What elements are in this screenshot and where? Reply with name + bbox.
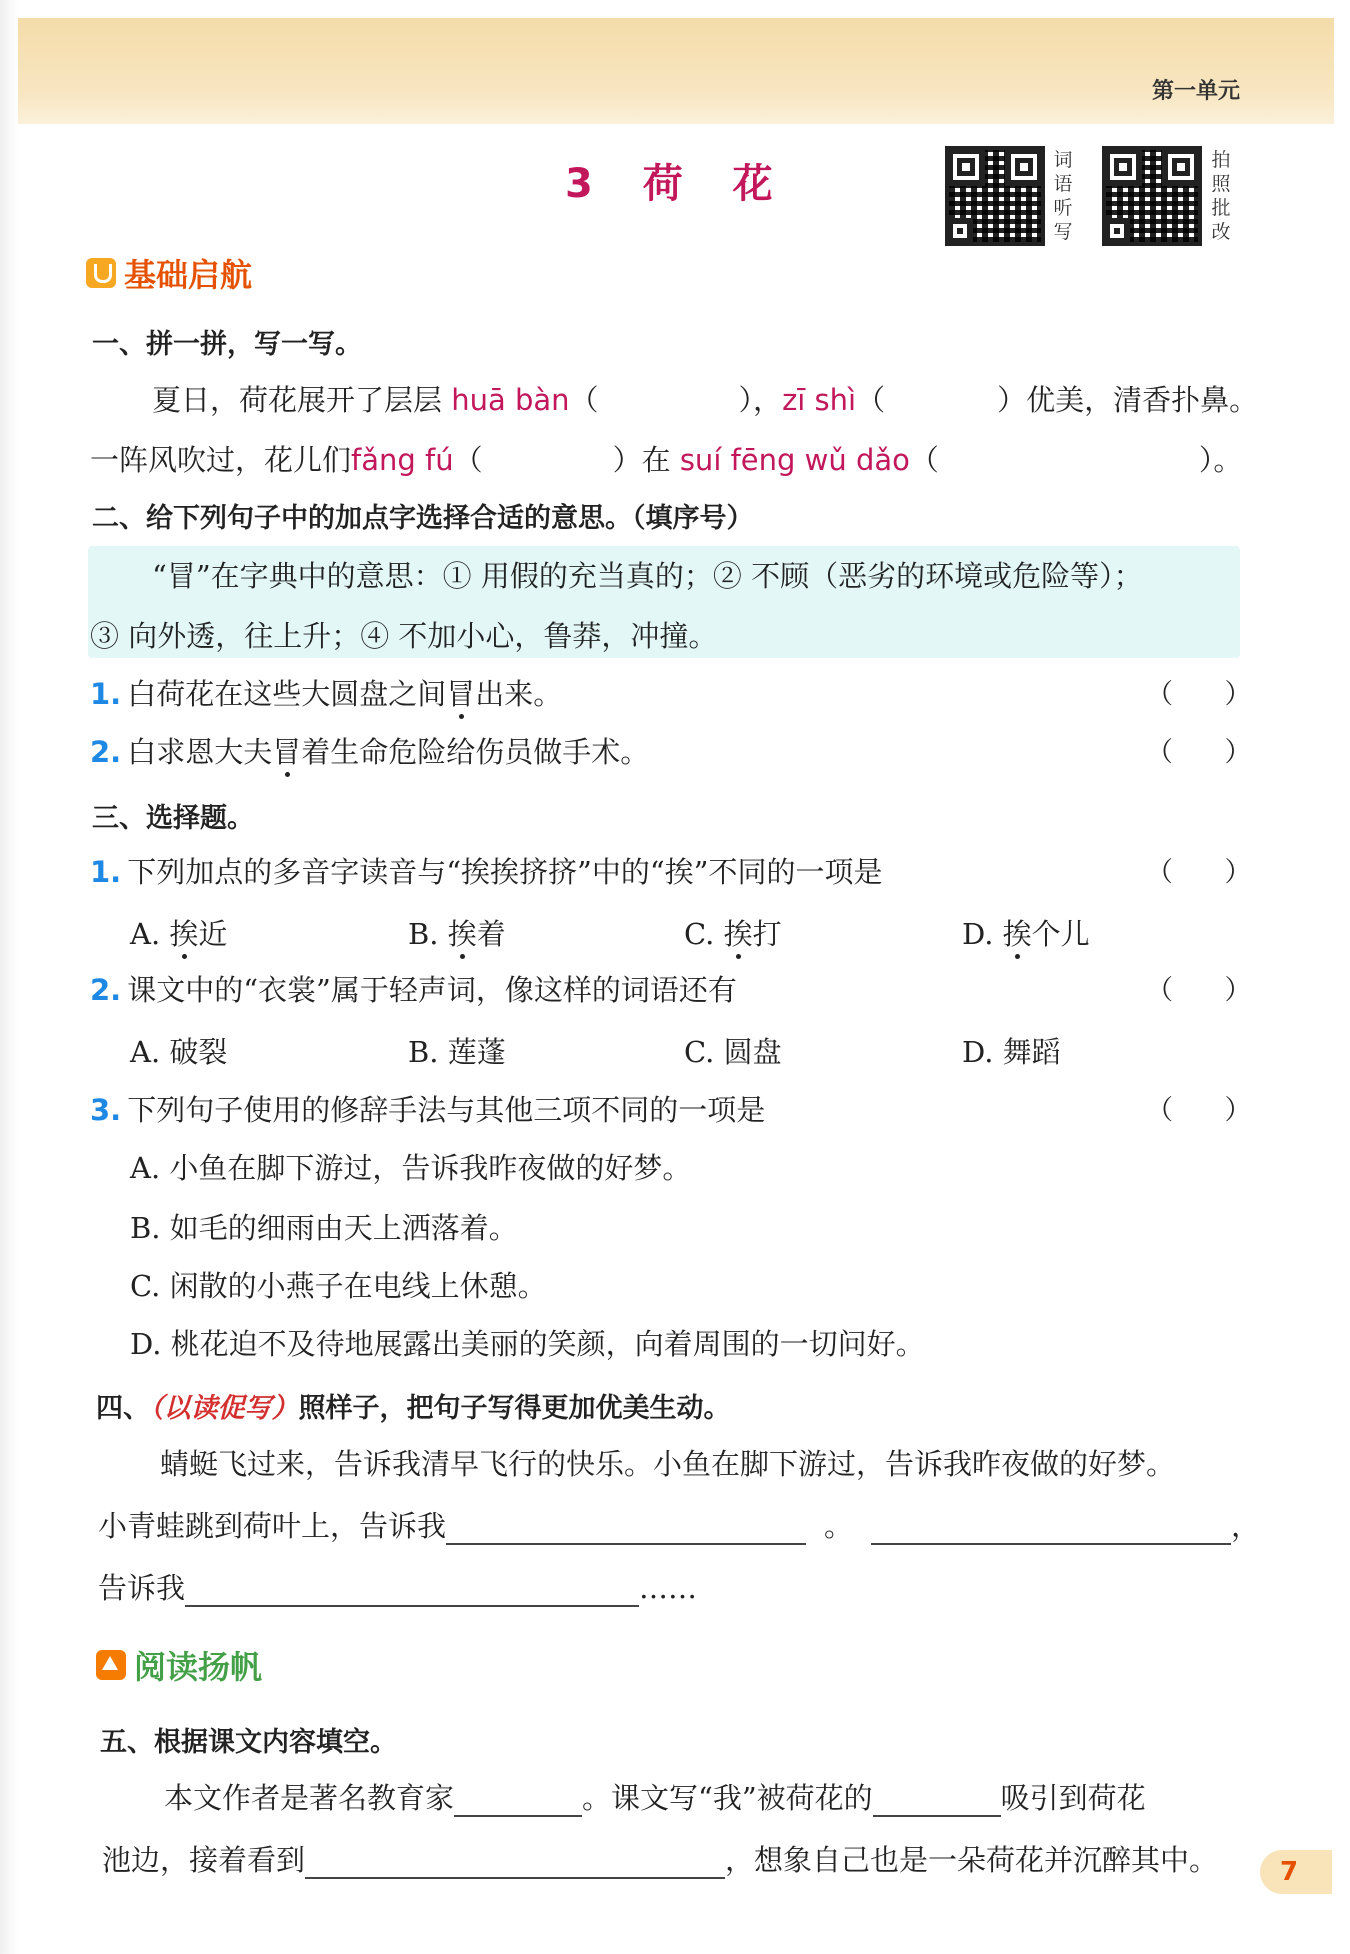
answer-paren-q3-3[interactable]: （ ）: [1146, 1095, 1252, 1126]
item-number: 2.: [90, 973, 122, 1007]
answer-line-frog-2[interactable]: [871, 1517, 1231, 1545]
option-letter: C.: [130, 1269, 161, 1303]
q3-title: 三、选择题。: [92, 803, 254, 834]
answer-blank-huaban[interactable]: [599, 391, 739, 419]
q3-item-2-stem: [90, 968, 737, 1009]
answer-line-frog-3[interactable]: [185, 1579, 639, 1607]
q3-2-option-d: [962, 1030, 1061, 1071]
answer-line-author[interactable]: [454, 1789, 582, 1817]
qr-code-grading[interactable]: [1102, 146, 1202, 246]
q4-text: 。: [824, 1509, 854, 1543]
dotted-char: 冒: [446, 677, 476, 711]
q1-text: ）在: [612, 443, 680, 477]
answer-line-frog-1[interactable]: [446, 1517, 806, 1545]
q4-line3: [98, 1566, 697, 1607]
item-text: 课文中的“衣裳”属于轻声词，像这样的词语还有: [127, 973, 737, 1007]
option-text: 如毛的细雨由天上洒落着。: [169, 1211, 518, 1245]
option-text: 舞蹈: [1002, 1035, 1061, 1069]
option-letter: A.: [130, 1035, 161, 1069]
option-text: 个儿: [1031, 917, 1090, 951]
lesson-title: 3 荷 花: [565, 161, 791, 207]
q5-line2: [102, 1838, 1218, 1879]
q5-text: 本文作者是著名教育家: [164, 1781, 455, 1815]
header-band: [18, 18, 1334, 124]
item-text: 着生命危险给伤员做手术。: [301, 735, 650, 769]
page-edge-shade: [0, 0, 18, 1954]
answer-blank-suifengwudao[interactable]: [939, 451, 1199, 479]
q3-3-option-a: [130, 1146, 691, 1187]
option-text: 莲蓬: [447, 1035, 506, 1069]
anchor-icon: [86, 258, 116, 288]
q5-text: 池边，接着看到: [102, 1843, 306, 1877]
q4-line2: [98, 1504, 1260, 1545]
q3-1-option-d: [962, 912, 1090, 953]
section-reading-head: [96, 1642, 262, 1688]
option-text: 桃花迫不及待地展露出美丽的笑颜，向着周围的一切问好。: [170, 1327, 925, 1361]
sailboat-icon: [96, 1650, 126, 1680]
q3-item-1-stem: [90, 850, 883, 891]
q5-title: 五、根据课文内容填空。: [100, 1727, 397, 1758]
qr-label-grading: 拍照批改: [1211, 149, 1231, 243]
dotted-char: 挨: [1002, 917, 1032, 951]
option-text: 破裂: [169, 1035, 228, 1069]
option-letter: D.: [130, 1327, 162, 1361]
answer-paren-q3-2[interactable]: （ ）: [1146, 975, 1252, 1006]
option-text: 近: [198, 917, 228, 951]
pinyin-zishi: zī shì: [782, 383, 857, 417]
pinyin-fangfu: fǎng fú: [351, 443, 454, 477]
option-text: 小鱼在脚下游过，告诉我昨夜做的好梦。: [169, 1151, 692, 1185]
q3-3-option-c: [130, 1264, 547, 1305]
q3-3-option-b: [130, 1206, 518, 1247]
section-basic-title: 基础启航: [124, 256, 253, 294]
q4-text: 小青蛙跳到荷叶上，告诉我: [98, 1509, 447, 1543]
item-text: 出来。: [475, 677, 563, 711]
answer-line-attraction[interactable]: [873, 1789, 1001, 1817]
item-number: 2.: [90, 735, 122, 769]
q1-text: ）优美，清香扑鼻。: [997, 383, 1259, 417]
q3-2-option-b: [408, 1030, 506, 1071]
q1-text: 一阵风吹过，花儿们: [90, 443, 352, 477]
answer-line-saw[interactable]: [305, 1851, 725, 1879]
q1-line1: [152, 378, 1258, 419]
q5-text: 吸引到荷花: [1000, 1781, 1146, 1815]
q5-text: 。课文写“我”被荷花的: [582, 1781, 873, 1815]
paren-open: （: [569, 383, 599, 417]
pinyin-suifengwudao: suí fēng wǔ dǎo: [679, 443, 910, 477]
page-number: 7: [1260, 1850, 1332, 1894]
option-text: 圆盘: [723, 1035, 782, 1069]
q4-text: ，: [1231, 1509, 1261, 1543]
qr-code-dictation[interactable]: [945, 146, 1045, 246]
q4-title-number: 四、: [96, 1393, 150, 1424]
dotted-char: 挨: [447, 917, 477, 951]
q2-item-2: [90, 730, 649, 771]
q4-title: [96, 1386, 731, 1425]
q1-text: ）。: [1198, 443, 1243, 477]
paren-open: （: [453, 443, 483, 477]
q1-line2: [90, 438, 1242, 479]
q3-item-3-stem: [90, 1088, 765, 1129]
item-text: 下列加点的多音字读音与“挨挨挤挤”中的“挨”不同的一项是: [127, 855, 883, 889]
option-letter: C.: [684, 917, 715, 951]
option-text: 着: [476, 917, 506, 951]
option-letter: A.: [130, 917, 161, 951]
item-number: 1.: [90, 677, 122, 711]
q3-1-option-b: [408, 912, 506, 953]
q3-1-option-a: [130, 912, 227, 953]
section-basic-head: [86, 250, 252, 296]
q4-title-text: 照样子，把句子写得更加优美生动。: [298, 1393, 731, 1424]
q3-3-option-d: [130, 1322, 925, 1363]
answer-blank-zishi[interactable]: [885, 391, 997, 419]
q3-2-option-a: [130, 1030, 227, 1071]
answer-paren-q3-1[interactable]: （ ）: [1146, 857, 1252, 888]
option-letter: B.: [408, 917, 439, 951]
option-letter: C.: [684, 1035, 715, 1069]
answer-paren-q2-2[interactable]: （ ）: [1146, 737, 1252, 768]
q1-title: 一、拼一拼，写一写。: [92, 329, 362, 360]
option-letter: D.: [962, 1035, 994, 1069]
answer-blank-fangfu[interactable]: [483, 451, 613, 479]
answer-paren-q2-1[interactable]: （ ）: [1146, 679, 1252, 710]
q2-title: 二、给下列句子中的加点字选择合适的意思。（填序号）: [92, 503, 754, 534]
paren-open: （: [909, 443, 939, 477]
q4-example: 蜻蜓飞过来，告诉我清早飞行的快乐。小鱼在脚下游过，告诉我昨夜做的好梦。: [160, 1447, 1176, 1481]
q2-item-1: [90, 672, 562, 713]
q2-def-line2: ③ 向外透，往上升；④ 不加小心，鲁莽，冲撞。: [90, 619, 718, 653]
section-reading-title: 阅读扬帆: [134, 1648, 263, 1686]
item-number: 3.: [90, 1093, 122, 1127]
dotted-char: 冒: [272, 735, 302, 769]
option-letter: D.: [962, 917, 994, 951]
item-text: 下列句子使用的修辞手法与其他三项不同的一项是: [127, 1093, 766, 1127]
q4-text: ……: [639, 1571, 698, 1605]
option-letter: B.: [130, 1211, 161, 1245]
option-text: 闲散的小燕子在电线上休憩。: [169, 1269, 547, 1303]
item-number: 1.: [90, 855, 122, 889]
qr-label-dictation: 词语听写: [1053, 149, 1073, 243]
item-text: 白荷花在这些大圆盘之间: [127, 677, 447, 711]
q4-tag: （以读促写）: [150, 1393, 299, 1424]
q3-1-option-c: [684, 912, 782, 953]
unit-label: 第一单元: [1151, 79, 1240, 104]
q2-def-line1: “冒”在字典中的意思：① 用假的充当真的；② 不顾（恶劣的环境或危险等）；: [152, 559, 1143, 593]
dotted-char: 挨: [723, 917, 753, 951]
q1-text: 夏日，荷花展开了层层: [152, 383, 452, 417]
option-text: 打: [752, 917, 782, 951]
q4-text: 告诉我: [98, 1571, 186, 1605]
q3-2-option-c: [684, 1030, 782, 1071]
q5-text: ，想象自己也是一朵荷花并沉醉其中。: [725, 1843, 1219, 1877]
item-text: 白求恩大夫: [127, 735, 273, 769]
q5-line1: [164, 1776, 1146, 1817]
q1-text: ），: [738, 383, 783, 417]
option-letter: B.: [408, 1035, 439, 1069]
pinyin-huaban: huā bàn: [451, 383, 570, 417]
dotted-char: 挨: [169, 917, 199, 951]
paren-open: （: [856, 383, 886, 417]
option-letter: A.: [130, 1151, 161, 1185]
